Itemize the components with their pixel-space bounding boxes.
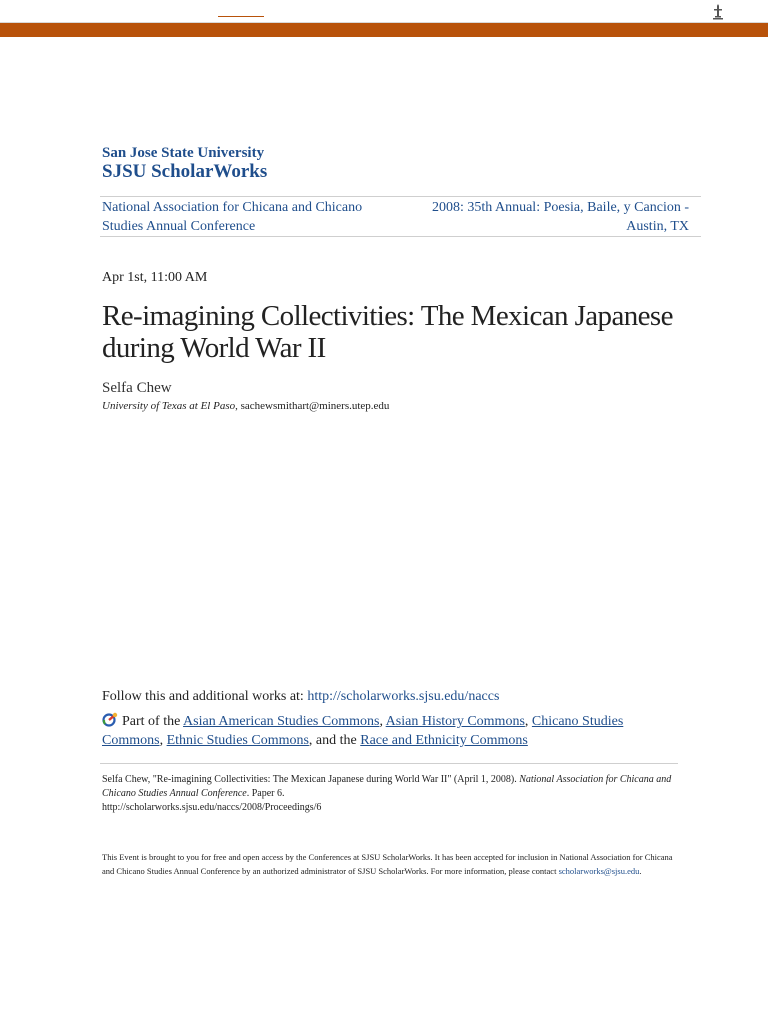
commons-separator: , — [379, 714, 386, 729]
notice-end: . — [639, 866, 642, 876]
citation-text: Selfa Chew, "Re-imagining Collectivities: The Mexican Japanese during World War II" (April 1, 2008). — [102, 774, 520, 785]
commons-link-race-ethnicity[interactable]: Race and Ethnicity Commons — [360, 733, 528, 748]
commons-link-ethnic-studies[interactable]: Ethnic Studies Commons — [166, 733, 309, 748]
breadcrumb-series-link[interactable]: National Association for Chicana and Chicano Studies Annual Conference — [102, 200, 363, 234]
author-name: Selfa Chew — [102, 380, 172, 396]
contact-email-link[interactable]: scholarworks@sjsu.edu — [558, 866, 640, 876]
sjsu-tower-icon — [710, 3, 726, 20]
breadcrumb-event-link[interactable]: 2008: 35th Annual: Poesia, Baile, y Cancion - Austin, TX — [431, 200, 689, 234]
citation-journal: National Association for Chicana and Chicano Studies Annual Conference — [102, 774, 672, 799]
divider — [100, 763, 678, 764]
commons-link-asian-history[interactable]: Asian History Commons — [385, 714, 525, 729]
breadcrumb — [100, 196, 701, 237]
recommended-citation — [102, 773, 682, 815]
commons-and: , and the — [308, 733, 361, 748]
repository-name[interactable]: SJSU ScholarWorks — [102, 161, 268, 182]
top-bar — [0, 0, 768, 23]
brand-bar — [0, 23, 768, 37]
commons-separator: , — [159, 733, 167, 748]
bepress-commons-icon — [102, 711, 120, 727]
top-bar-underline — [218, 16, 264, 17]
event-title: Re-imagining Collectivities: The Mexican Japanese during World War II — [102, 300, 673, 364]
part-of-commons — [102, 711, 662, 750]
follow-prefix: Follow this and additional works at: — [102, 689, 308, 704]
author-affiliation: University of Texas at El Paso, sachewsmithart@miners.utep.edu — [102, 400, 390, 412]
event-date: Apr 1st, 11:00 AM — [102, 270, 208, 285]
citation-url: http://scholarworks.sjsu.edu/naccs/2008/Proceedings/6 — [102, 802, 322, 813]
commons-link-chicano-studies[interactable]: Chicano Studies Commons — [102, 714, 624, 748]
commons-separator: , — [524, 714, 532, 729]
part-of-prefix: Part of the — [122, 714, 184, 729]
affiliation-name: University of Texas at El Paso — [102, 400, 236, 412]
notice-text: This Event is brought to you for free and open access by the Conferences at SJSU ScholarWorks. It has been accepted for inclusion in National Association for Chicana and Chicano Studies Annual Conference by an authorized administrator of SJSU ScholarWorks. For more information, please contact — [102, 852, 673, 876]
university-name[interactable]: San Jose State University — [102, 145, 265, 161]
access-notice — [102, 850, 677, 878]
follow-url-link[interactable]: http://scholarworks.sjsu.edu/naccs — [307, 689, 500, 704]
follow-line — [102, 689, 499, 705]
commons-link-asian-american[interactable]: Asian American Studies Commons — [183, 714, 380, 729]
citation-paper: . Paper 6. — [246, 788, 285, 799]
author-email: sachewsmithart@miners.utep.edu — [240, 400, 390, 412]
